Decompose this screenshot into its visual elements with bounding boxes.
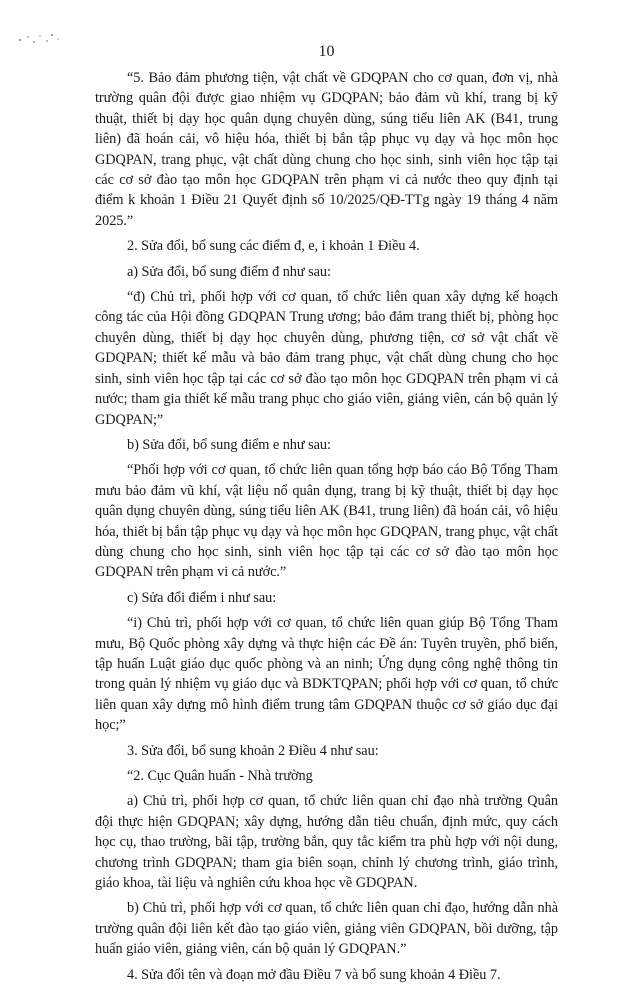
paragraph: b) Sửa đổi, bổ sung điểm e như sau: — [127, 436, 331, 453]
paragraph: “5. Bảo đảm phương tiện, vật chất về GDQPAN cho cơ quan, đơn vị, nhà trường quân đội được giao nhiệm vụ GDQPAN; bảo đảm vũ khí, trang bị kỹ thuật, thiết bị dạy học quân dụng chuyên dùng, súng tiểu liên AK (B41, trung liên) đã hoán cải, vô hiệu hóa, thiết bị bắn tập phục vụ dạy và học môn học GDQPAN, trang phục, vật chất dùng chung cho học sinh, sinh viên học tập tại các cơ sở đào tạo môn học GDQPAN trên phạm vi cả nước theo quy định tại điểm k khoản 1 Điều 21 Quyết định số 10/2025/QĐ-TTg ngày 19 tháng 4 năm 2025.” — [95, 70, 558, 229]
paragraph: a) Chủ trì, phối hợp cơ quan, tổ chức liên quan chỉ đạo nhà trường Quân đội thực hiện GDQPAN; xây dựng, hướng dẫn tiêu chuẩn, định mức, quy cách học cụ, thao trường, bãi tập, trường bắn, quy tắc kiểm tra phù hợp với nội dung, chương trình GDQPAN; tham gia biên soạn, chỉnh lý chương trình, giáo trình, giáo khoa, tài liệu và nghiên cứu khoa học về GDQPAN. — [95, 793, 558, 892]
paragraph: 2. Sửa đổi, bổ sung các điểm đ, e, i khoản 1 Điều 4. — [127, 238, 420, 255]
paragraph: c) Sửa đổi điểm i như sau: — [127, 589, 277, 606]
paragraph: b) Chủ trì, phối hợp với cơ quan, tổ chức liên quan chỉ đạo, hướng dẫn nhà trường quân đội liên kết đào tạo giáo viên, giảng viên GDQPAN, bồi dưỡng, tập huấn giáo viên, giảng viên, cán bộ quản lý GDQPAN.” — [95, 900, 558, 958]
paragraph: “2. Cục Quân huấn - Nhà trường — [127, 768, 313, 784]
paragraph: “i) Chủ trì, phối hợp với cơ quan, tổ chức liên quan giúp Bộ Tổng Tham mưu, Bộ Quốc phòng xây dựng và thực hiện các Đề án: Tuyên truyền, phổ biến, tập huấn Luật giáo dục quốc phòng và an ninh; Ứng dụng công nghệ thông tin trong quản lý nhiệm vụ giáo dục và BDKTQPAN; phối hợp với cơ quan, tổ chức liên quan xây dựng mô hình điểm trung tâm GDQPAN thuộc cơ sở giáo dục đại học;” — [95, 615, 558, 734]
page-number: 10 — [318, 43, 335, 60]
paragraph: a) Sửa đổi, bổ sung điểm đ như sau: — [127, 263, 331, 280]
paragraph: “Phối hợp với cơ quan, tổ chức liên quan tổng hợp báo cáo Bộ Tổng Tham mưu bảo đảm vũ khí, vật liệu nổ quân dụng, trang bị kỹ thuật, thiết bị dạy học quân dụng chuyên dùng, súng tiểu liên AK (B41, trung liên) đã hoán cải, vô hiệu hóa, thiết bị bắn tập phục vụ dạy và học môn học GDQPAN, trang phục, vật chất dùng chung cho học sinh, sinh viên học tập tại các cơ sở đào tạo môn học GDQPAN trên phạm vi cả nước.” — [95, 462, 558, 581]
paragraph: 3. Sửa đổi, bổ sung khoản 2 Điều 4 như sau: — [127, 742, 379, 759]
document-body — [95, 68, 558, 985]
paragraph: “đ) Chủ trì, phối hợp với cơ quan, tổ chức liên quan xây dựng kế hoạch công tác của Hội đồng GDQPAN Trung ương; bảo đảm trang thiết bị, phòng học chuyên dùng, thiết bị dạy học chuyên dùng, phương tiện, cơ sở vật chất về GDQPAN; thiết kế mẫu và bảo đảm trang phục, vật chất dùng chung cho học sinh, sinh viên học tập tại các cơ sở đào tạo môn học GDQPAN trên phạm vi cả nước; tham gia thiết kế mẫu trang phục cho giáo viên, giảng viên, cán bộ quản lý GDQPAN;” — [95, 289, 558, 428]
scan-specks — [14, 30, 74, 50]
paragraph: 4. Sửa đổi tên và đoạn mở đầu Điều 7 và bổ sung khoản 4 Điều 7. — [127, 966, 501, 983]
